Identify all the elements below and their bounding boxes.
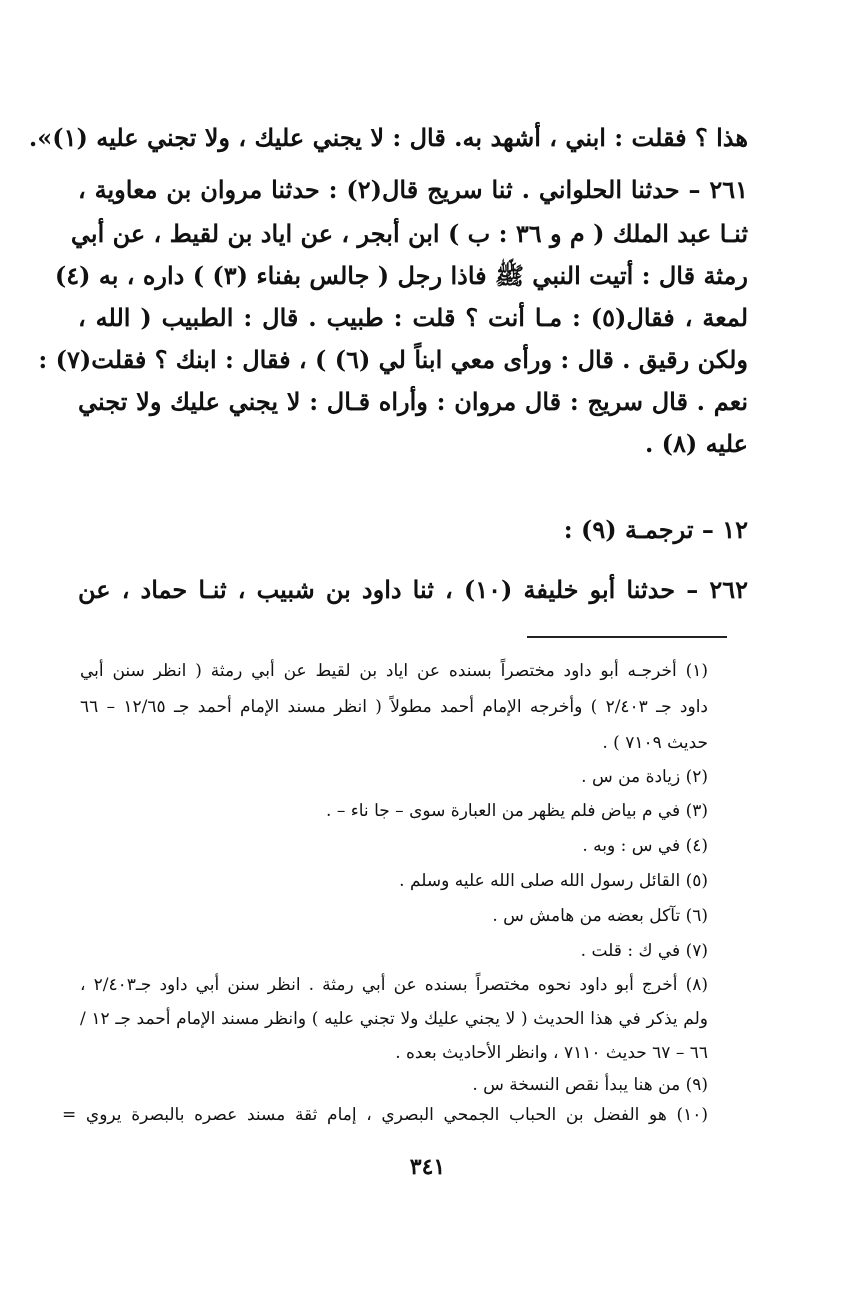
footnote-line: (١٠) هو الفضل بن الحباب الجمحي البصري ، إمام ثقة مسند عصره بالبصرة يروي = [62, 1105, 708, 1125]
footnote-line: (٩) من هنا يبدأ نقص النسخة س . [472, 1075, 708, 1095]
footnote-line: (١) أخرجـه أبو داود مختصراً بسنده عن اياد بن لقيط عن أبي رمثة ( انظر سنن أبي [80, 661, 708, 681]
footnote-line: (٨) أخرج أبو داود نحوه مختصراً بسنده عن أبي رمثة . انظر سنن أبي داود جـ٢/٤٠٣ ، [80, 975, 709, 995]
body-line: ثنـا عبد الملك ( م و ٣٦ : ب ) ابن أبجر ، عن اياد بن لقيط ، عن أبي [70, 219, 748, 248]
body-line: ٢٦١ – حدثنا الحلواني . ثنا سريج قال(٢) : حدثنا مروان بن معاوية ، [78, 175, 748, 204]
footnote-line: (٣) في م بياض فلم يظهر من العبارة سوى – جا ناء – . [326, 801, 708, 821]
body-line: نعم . قال سريج : قال مروان : وأراه قـال : لا يجني عليك ولا تجني [78, 387, 748, 416]
body-line: لمعة ، فقال(٥) : مـا أنت ؟ قلت : طبيب . قال : الطبيب ( الله ، [78, 303, 749, 332]
footnote-line: (٢) زيادة من س . [581, 767, 708, 787]
footnote-line: (٦) تآكل بعضه من هامش س . [492, 906, 708, 926]
body-line: عليه (٨) . [644, 429, 748, 458]
section-heading: ١٢ – ترجمـة (٩) : [563, 515, 748, 544]
footnote-line: (٥) القائل رسول الله صلى الله عليه وسلم . [399, 871, 708, 891]
footnote-line: حديث ٧١٠٩ ) . [602, 733, 708, 753]
body-line: ولكن رقيق . قال : ورأى معي ابناً لي (٦) ) ، فقال : ابنك ؟ فقلت(٧) : [38, 345, 748, 374]
footnote-line: (٤) في س : وبه . [582, 836, 708, 856]
footnote-line: (٧) في ك : قلت . [580, 941, 708, 961]
page-number: ٣٤١ [409, 1154, 446, 1180]
footnote-separator [527, 636, 727, 638]
footnote-line: ولم يذكر في هذا الحديث ( لا يجني عليك ولا تجني عليه ) وانظر مسند الإمام أحمد جـ ١٢ / [80, 1009, 708, 1029]
footnote-line: ٦٦ – ٦٧ حديث ٧١١٠ ، وانظر الأحاديث بعده . [395, 1043, 708, 1063]
hadith-262-line: ٢٦٢ – حدثنا أبو خليفة (١٠) ، ثنا داود بن شبيب ، ثنـا حماد ، عن [78, 575, 748, 604]
body-line: رمثة قال : أتيت النبي ﷺ فاذا رجل ( جالس بفناء (٣) ) داره ، به (٤) [54, 261, 748, 290]
footnote-line: داود جـ ٢/٤٠٣ ) وأخرجه الإمام أحمد مطولاً ( انظر مسند الإمام أحمد جـ ١٢/٦٥ – ٦٦ [80, 697, 708, 717]
body-line: هذا ؟ فقلت : ابني ، أشهد به. قال : لا يجني عليك ، ولا تجني عليه (١)». [28, 123, 748, 152]
